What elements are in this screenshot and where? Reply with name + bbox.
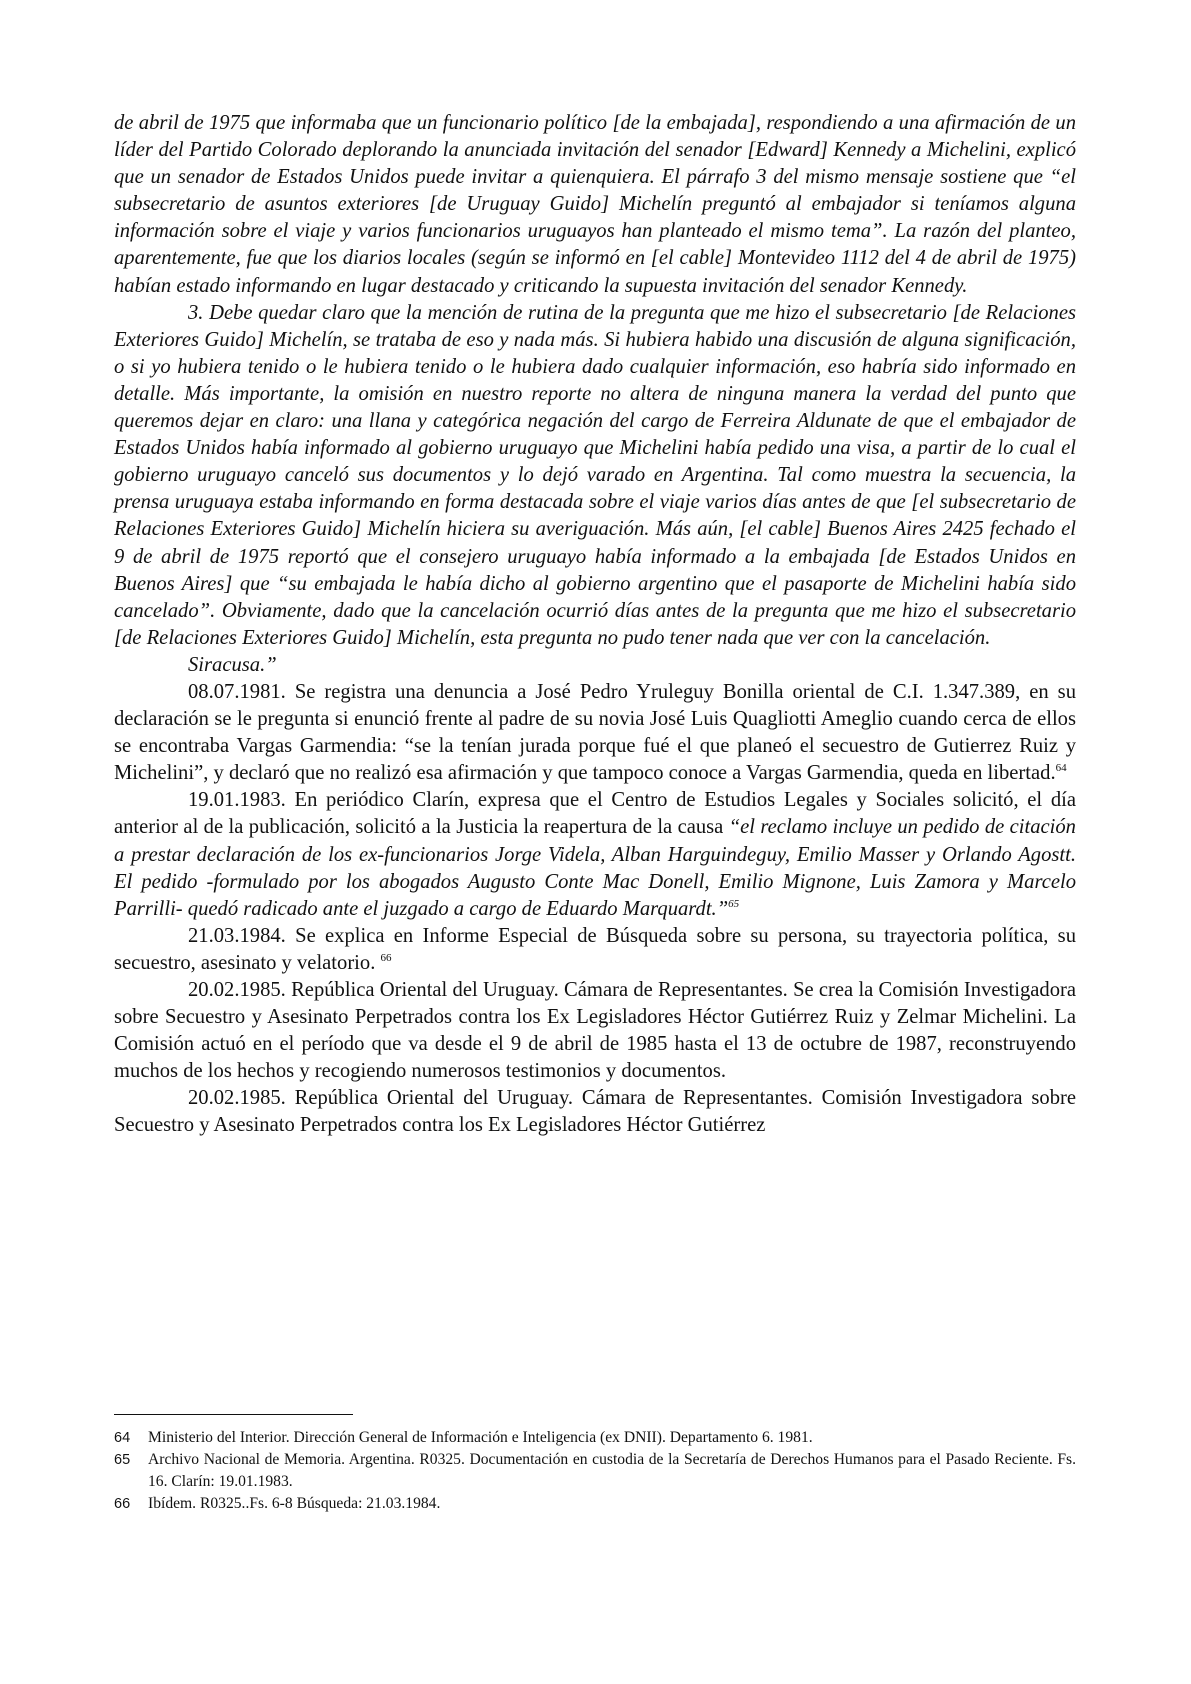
paragraph-signature: Siracusa.” [188,653,277,676]
footnote-text: Ibídem. R0325..Fs. 6-8 Búsqueda: 21.03.1984. [148,1495,441,1512]
paragraph-cable-point-3: 3. Debe quedar claro que la mención de rutina de la pregunta que me hizo el subsecretario [de Relaciones Exteriores Guido] Michelín, se trataba de eso y nada más. Si hubiera habido una discusión de alguna significación, o si yo hubiera tenido o le hubiera tenido o le hubiera dado cualquier información, eso habría sido informado en detalle. Más importante, la omisión en nuestro reporte no altera de ninguna manera la verdad del punto que queremos dejar en claro: una llana y categórica negación del cargo de Ferreira Aldunate de que el embajador de Estados Unidos había informado al gobierno uruguayo que Michelini había pedido una visa, a partir de lo cual el gobierno uruguayo canceló sus documentos y lo dejó varado en Argentina. Tal como muestra la secuencia, la prensa uruguaya estaba informando en forma destacada sobre el viaje varios días antes de que [el subsecretario de Relaciones Exteriores Guido] Michelín hiciera su averiguación. Más aún, [el cable] Buenos Aires 2425 fechado el 9 de abril de 1975 reportó que el consejero uruguayo había informado a la embajada [de Estados Unidos en Buenos Aires] que “su embajada le había dicho al gobierno argentino que el pasaporte de Michelini había sido cancelado”. Obviamente, dado que la cancelación ocurrió días antes de la pregunta que me hizo el subsecretario [de Relaciones Exteriores Guido] Michelín, esta pregunta no pudo tener nada que ver con la cancelación. [114,301,1076,649]
footnote-text: Ministerio del Interior. Dirección General de Información e Inteligencia (ex DNII). Departamento 6. 1981. [148,1429,813,1446]
paragraph-cable-continuation: de abril de 1975 que informaba que un funcionario político [de la embajada], respondiendo a una afirmación de un líder del Partido Colorado deplorando la anunciada invitación del senador [Edward] Kennedy a Michelini, explicó que un senador de Estados Unidos puede invitar a quienquiera. El párrafo 3 del mismo mensaje sostiene que “el subsecretario de asuntos exteriores [de Uruguay Guido] Michelín preguntó al embajador si teníamos alguna información sobre el viaje y varios funcionarios uruguayos han planteado el mismo tema”. La razón del planteo, aparentemente, fue que los diarios locales (según se informó en [el cable] Montevideo 1112 del 4 de abril de 1975) habían estado informando en lugar destacado y criticando la supuesta invitación del senador Kennedy. [114,112,1076,297]
footnote-separator [114,1414,353,1415]
paragraph-1984-text: 21.03.1984. Se explica en Informe Especial de Búsqueda sobre su persona, su trayectoria política, su secuestro, asesinato y velatorio. [114,924,1076,974]
footnote-number: 64 [114,1430,131,1446]
paragraph-1984 [114,923,1076,977]
body-text [114,110,1076,1140]
footnote-text: Archivo Nacional de Memoria. Argentina. R0325. Documentación en custodia de la Secretaría de Derechos Humanos para el Pasado Reciente. Fs. 16. Clarín: 19.01.1983. [148,1451,1076,1490]
paragraph-1985-commission: 20.02.1985. República Oriental del Uruguay. Cámara de Representantes. Se crea la Comisión Investigadora sobre Secuestro y Asesinato Perpetrados contra los Ex Legisladores Héctor Gutiérrez Ruiz y Zelmar Michelini. La Comisión actuó en el período que va desde el 9 de abril de 1985 hasta el 13 de octubre de 1987, reconstruyendo muchos de los hechos y recogiendo numerosos testimonios y documentos. [114,979,1076,1083]
paragraph-1983 [114,787,1076,922]
footnote-number: 66 [114,1496,131,1512]
paragraph-1983-quote: “el reclamo incluye un pedido de citación a prestar declaración de los ex-funcionarios Jorge Videla, Alban Harguindeguy, Emilio Masser y Orlando Agostt. El pedido -formulado por los abogados Augusto Conte Mac Donell, Emilio Mignone, Luis Zamora y Marcelo Parrilli- quedó radicado ante el juzgado a cargo de Eduardo Marquardt.” [114,816,1076,920]
paragraph-1983-text: 19.01.1983. En periódico Clarín, expresa que el Centro de Estudios Legales y Sociales solicitó, el día anterior al de la publicación, solicitó a la Justicia la reapertura de la causa [114,789,1076,839]
footnote-ref-64[interactable]: 64 [1055,762,1067,775]
footnote-65 [114,1449,1076,1493]
footnote-ref-65[interactable]: 65 [728,897,740,910]
footnote-66 [114,1493,1076,1515]
footnote-number: 65 [114,1452,131,1468]
paragraph-1981 [114,679,1076,787]
footnote-64 [114,1427,1076,1449]
paragraph-1985-investigation: 20.02.1985. República Oriental del Uruguay. Cámara de Representantes. Comisión Investigadora sobre Secuestro y Asesinato Perpetrados contra los Ex Legisladores Héctor Gutiérrez [114,1087,1076,1137]
paragraph-1981-text: 08.07.1981. Se registra una denuncia a José Pedro Yruleguy Bonilla oriental de C.I. 1.347.389, en su declaración se le pregunta si enunció frente al padre de su novia José Luis Quagliotti Ameglio cuando cerca de ellos se encontraba Vargas Garmendia: “se la tenían jurada porque fué el que planeó el secuestro de Gutierrez Ruiz y Michelini”, y declaró que no realizó esa afirmación y que tampoco conoce a Vargas Garmendia, queda en libertad. [114,680,1076,785]
footnotes [114,1427,1076,1515]
footnote-ref-66[interactable]: 66 [380,952,392,965]
